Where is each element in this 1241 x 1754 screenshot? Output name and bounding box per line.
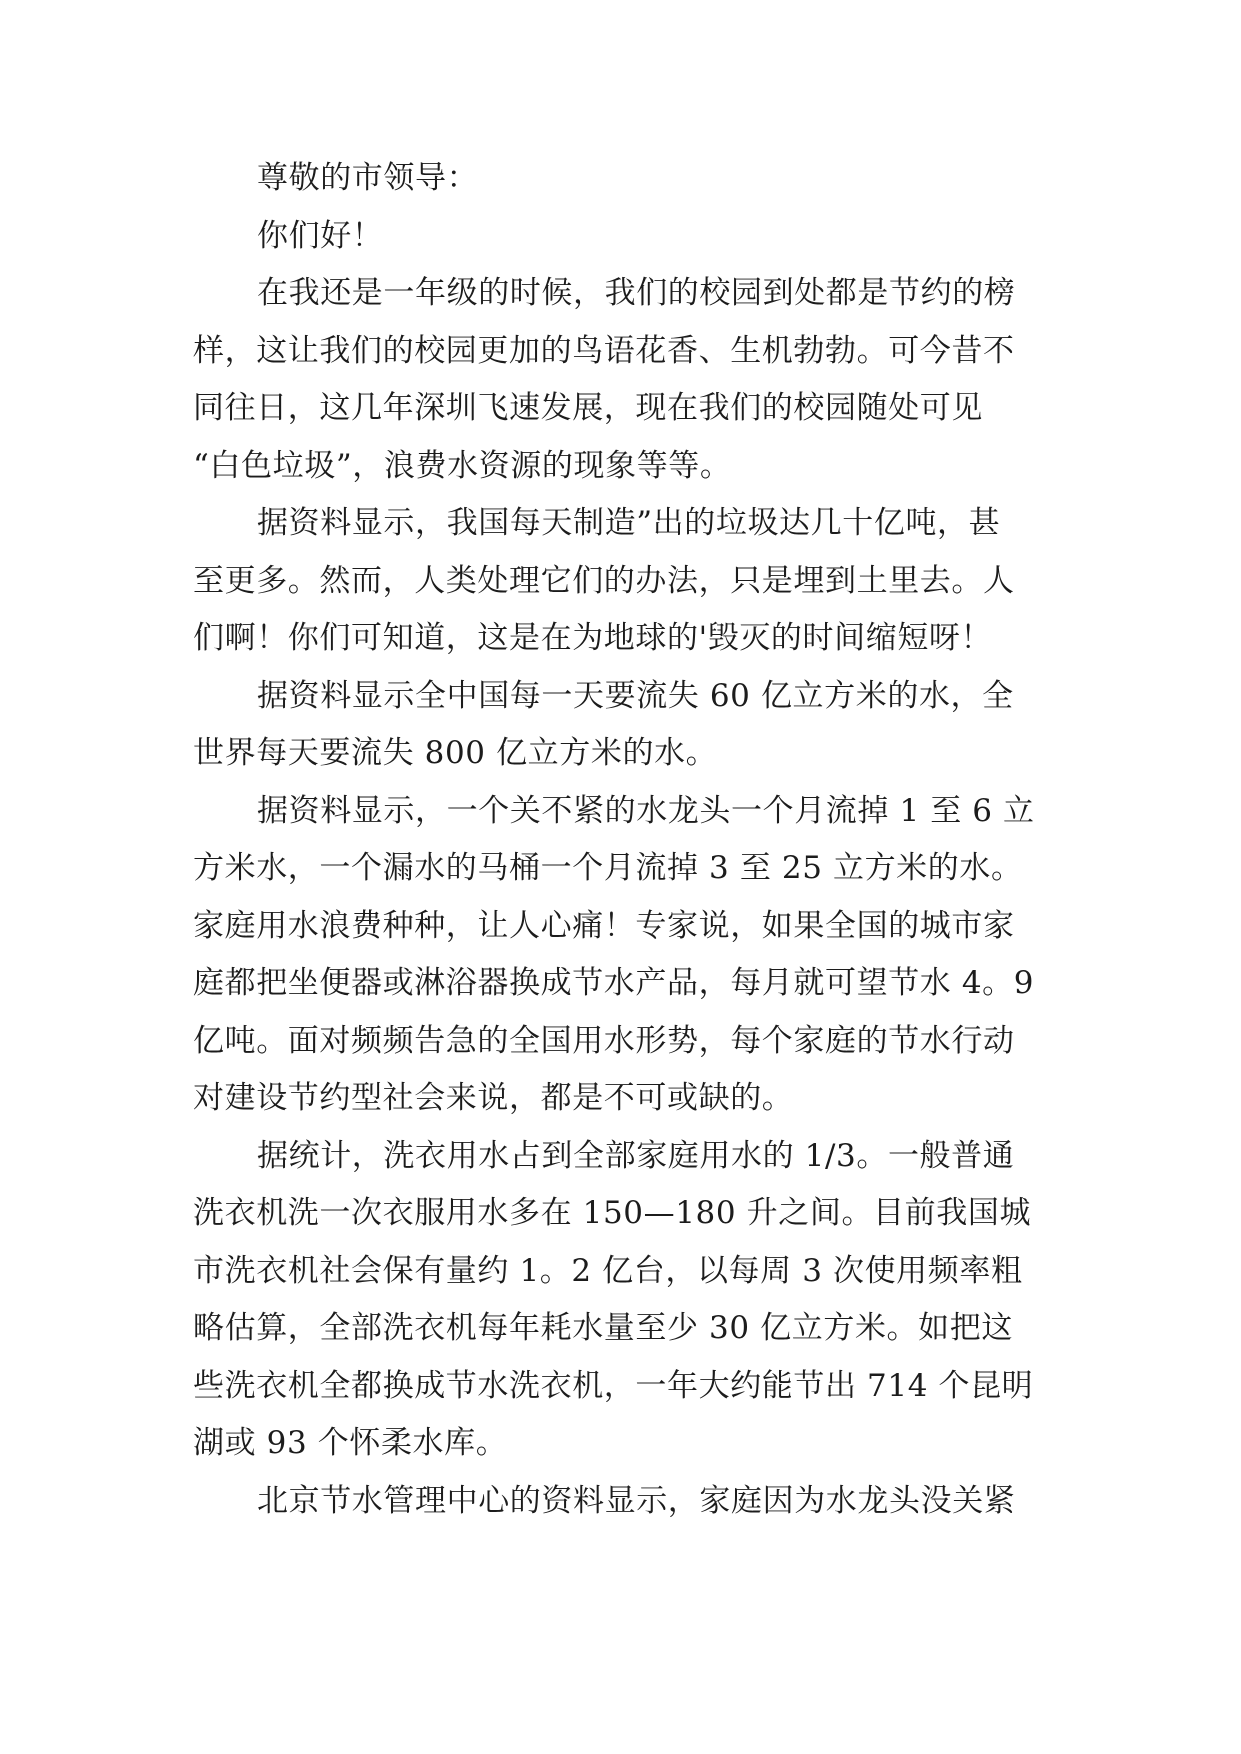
text-line: 据统计，洗衣用水占到全部家庭用水的 1/3。一般普通 [257,1137,1015,1174]
text-line: 亿吨。面对频频告急的全国用水形势，每个家庭的节水行动 [193,1022,1015,1059]
letter-body [193,150,1053,1530]
text-line: 在我还是一年级的时候，我们的校园到处都是节约的榜 [257,275,1016,311]
salutation: 尊敬的市领导： [257,160,479,196]
text-line: 庭都把坐便器或淋浴器换成节水产品，每月就可望节水 4。9 [193,965,1035,1001]
text-line: 北京节水管理中心的资料显示，家庭因为水龙头没关紧 [257,1482,1016,1519]
greeting: 你们好！ [257,217,384,254]
text-line: 们啊！你们可知道，这是在为地球的'毁灭的时间缩短呀！ [193,620,993,656]
text-line: 据资料显示，一个关不紧的水龙头一个月流掉 1 至 6 立 [257,792,1035,829]
text-line: 同往日，这几年深圳飞速发展，现在我们的校园随处可见 [193,390,983,426]
text-line: 湖或 93 个怀柔水库。 [193,1425,508,1461]
text-line: 方米水，一个漏水的马桶一个月流掉 3 至 25 立方米的水。 [193,850,1023,886]
text-line: 市洗衣机社会保有量约 1。2 亿台，以每周 3 次使用频率粗 [193,1252,1023,1289]
text-line: 略估算，全部洗衣机每年耗水量至少 30 亿立方米。如把这 [193,1310,1013,1346]
text-line: 家庭用水浪费种种，让人心痛！专家说，如果全国的城市家 [193,907,1015,944]
text-line: 至更多。然而，人类处理它们的办法，只是埋到土里去。人 [193,562,1015,599]
text-line: 对建设节约型社会来说，都是不可或缺的。 [193,1080,794,1116]
text-line: 样，这让我们的校园更加的鸟语花香、生机勃勃。可今昔不 [193,332,1015,369]
text-line: “白色垃圾”，浪费水资源的现象等等。 [193,447,732,484]
text-line: 些洗衣机全都换成节水洗衣机，一年大约能节出 714 个昆明 [193,1367,1034,1404]
text-line: 据资料显示全中国每一天要流失 60 亿立方米的水，全 [257,677,1014,714]
text-line: 洗衣机洗一次衣服用水多在 150—180 升之间。目前我国城 [193,1195,1032,1231]
text-line: 世界每天要流失 800 亿立方米的水。 [193,735,718,771]
text-line: 据资料显示，我国每天制造”出的垃圾达几十亿吨，甚 [257,505,1001,541]
